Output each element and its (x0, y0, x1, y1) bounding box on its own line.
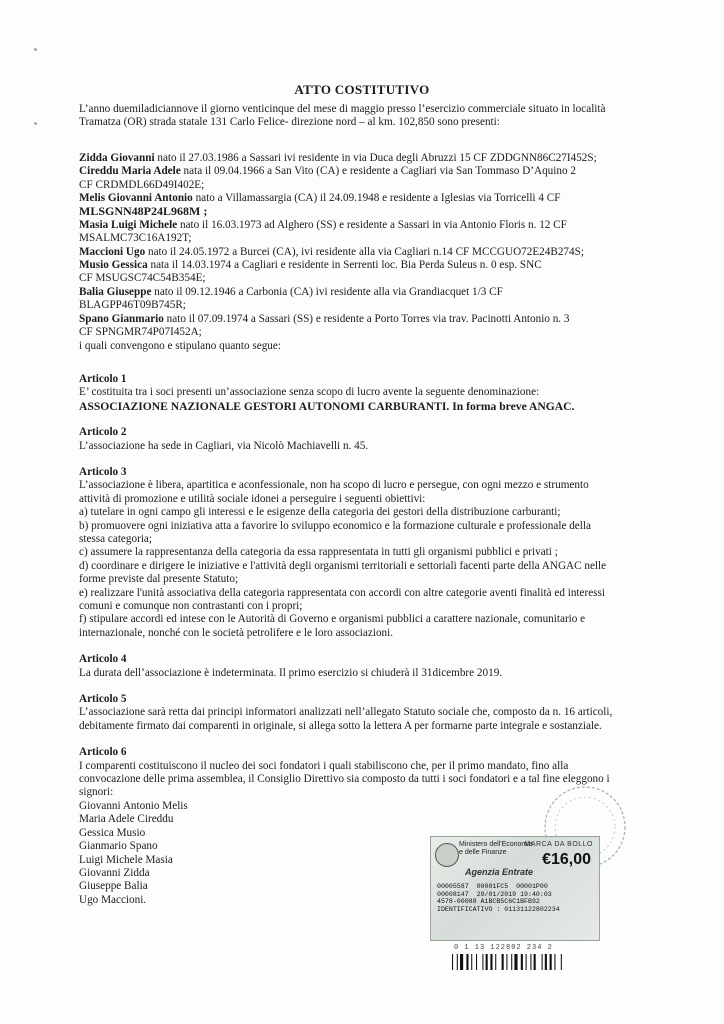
signatory-name: Gianmario Spano (79, 840, 158, 853)
member-name: Balia Giuseppe (79, 285, 152, 298)
article-text: convocazione delle prima assemblea, il Consiglio Direttivo sia composto da tutti i soci fondatori e a tal fine eleggono i (79, 773, 610, 786)
member-name: Maccioni Ugo (79, 245, 146, 258)
margin-mark (34, 122, 37, 125)
article-text: stessa categoria; (79, 532, 152, 545)
signatory-name: Maria Adele Cireddu (79, 813, 174, 826)
member-details-cont: CF MSUGSC74C54B354E; (79, 272, 206, 285)
member-name: Zidda Giovanni (79, 151, 155, 164)
article-text: d) coordinare e dirigere le iniziative e l'attività degli organismi territoriali e settoriali facenti parte della ANGAC nelle (79, 559, 607, 572)
republic-emblem-icon (435, 843, 459, 867)
margin-mark (34, 48, 37, 51)
stamp-amount: €16,00 (542, 851, 591, 868)
article-text: I comparenti costituiscono il nucleo dei soci fondatori i quali stabiliscono che, per il primo mandato, fino alla (79, 759, 569, 772)
member-entry (79, 165, 679, 178)
members-list (79, 152, 679, 353)
document-title: ATTO COSTITUTIVO (294, 82, 430, 97)
signatory-name: Ugo Maccioni. (79, 893, 147, 906)
member-entry (79, 259, 679, 272)
stamp-barcode-number: 0 1 13 122802 234 2 (454, 944, 553, 952)
article-text: La durata dell’associazione è indeterminata. Il primo esercizio si chiuderà il 31dicembre 2019. (79, 666, 503, 679)
article-heading: Articolo 1 (79, 372, 127, 385)
agreement-line: i quali convengono e stipulano quanto segue: (79, 339, 281, 352)
association-name: ASSOCIAZIONE NAZIONALE GESTORI AUTONOMI CARBURANTI. In forma breve ANGAC. (79, 399, 575, 413)
member-name: Spano Gianmario (79, 312, 164, 325)
article-text: L’associazione è libera, apartitica e aconfessionale, non ha scopo di lucro e persegue, con ogni mezzo e strumento (79, 479, 589, 492)
article-text: e) realizzare l'unità associativa della categoria rappresentata con accordi con altre categorie aventi finalità ed interessi (79, 586, 605, 599)
article-text: comuni e comunque non contrastanti con i propri; (79, 600, 303, 612)
signatory-name: Giuseppe Balia (79, 880, 148, 893)
member-details-cont: CF CRDMDL66D49I402E; (79, 178, 205, 191)
article-heading: Articolo 3 (79, 465, 127, 478)
article-text: c) assumere la rappresentanza della categoria da essa rappresentata in tutti gli organismi pubblici e privati ; (79, 546, 558, 559)
member-details-cont: CF SPNGMR74P07I452A; (79, 326, 202, 339)
member-details: nato il 07.09.1974 a Sassari (SS) e residente a Porto Torres via trav. Pacinotti Antonio n. 3 (163, 312, 570, 325)
signatory-name: Giovanni Antonio Melis (79, 799, 188, 812)
member-details: nata il 09.04.1966 a San Vito (CA) e residente a Cagliari via San Tommaso D’Aquino 2 (180, 165, 576, 178)
member-entry (79, 246, 679, 259)
article-text: signori: (79, 786, 114, 799)
article-text: attività di promozione e utilità sociale idonei a perseguire i seguenti obiettivi: (79, 492, 426, 505)
member-entry (79, 286, 679, 299)
intro-line: Tramatza (OR) strada statale 131 Carlo Felice- direzione nord – al km. 102,850 sono presenti: (79, 116, 500, 129)
article-text: E’ costituita tra i soci presenti un’associazione senza scopo di lucro avente la seguente denominazione: (79, 386, 540, 399)
signatory-name: Giovanni Zidda (79, 866, 150, 879)
article-heading: Articolo 2 (79, 426, 127, 439)
article-heading: Articolo 4 (79, 653, 127, 666)
signatory-name: Gessica Musio (79, 826, 146, 839)
member-details: nato il 16.03.1973 ad Alghero (SS) e residente a Sassari in via Antonio Floris n. 12 CF (177, 218, 567, 231)
member-details: nato il 27.03.1986 a Sassari ivi residente in via Duca degli Abruzzi 15 CF ZDDGNN86C27I452S; (154, 151, 597, 164)
article-text: L’associazione sarà retta dai principi informatori analizzati nell’allegato Statuto sociale che, composto da n. 16 articoli, (79, 706, 613, 719)
revenue-stamp (430, 836, 600, 941)
article-text: internazionale, nonché con le società petrolifere e le loro associazioni. (79, 626, 394, 639)
member-name: Cireddu Maria Adele (79, 165, 181, 178)
member-name: Musio Gessica (79, 259, 148, 272)
member-name: Melis Giovanni Antonio (79, 192, 193, 205)
intro-line: L’anno duemiladiciannove il giorno venticinque del mese di maggio presso l’esercizio commerciale situato in località (79, 103, 606, 115)
member-details: nato il 24.05.1972 a Burcei (CA), ivi residente alla via Cagliari n.14 CF MCCGUO72E24B274S; (145, 245, 584, 258)
member-entry (79, 192, 679, 205)
article-heading: Articolo 5 (79, 693, 127, 706)
member-details: nato il 09.12.1946 a Carbonia (CA) ivi residente alla via Grandiacquet 1/3 CF (151, 285, 503, 298)
barcode-icon (452, 954, 602, 970)
article-text: debitamente firmato dai comparenti in originale, si allega sotto la lettera A per formarne parte integrale e sostanziale. (79, 719, 602, 732)
member-name: Masia Luigi Michele (79, 218, 178, 231)
member-details-cont: BLAGPP46T09B745R; (79, 299, 186, 312)
article-text: a) tutelare in ogni campo gli interessi e le esigenze della categoria dei gestori della distribuzione carburanti; (79, 506, 561, 519)
article-heading: Articolo 6 (79, 746, 127, 759)
member-entry (79, 152, 679, 165)
stamp-ministry: Ministero dell'Economia e delle Finanze (459, 841, 533, 856)
member-details-cont: MSALMC73C16A192T; (79, 232, 192, 245)
signatory-name: Luigi Michele Masia (79, 853, 173, 866)
stamp-codes: 00005587 00001FC5 00001P00 00008147 29/01/2019 19:40:03 4578-00088 A1BCB5C6C1BFB92 IDENTIFICATIVO : 01131122802234 (437, 883, 560, 913)
article-text: f) stipulare accordi ed intese con le Autorità di Governo e organismi pubblici a carattere nazionale, comunitario e (79, 613, 586, 626)
member-details-cont: MLSGNN48P24L968M ; (79, 204, 208, 219)
stamp-marca-label: MARCA DA BOLLO (524, 841, 593, 848)
stamp-agency: Agenzia Entrate (465, 867, 534, 877)
member-details: nato a Villamassargia (CA) il 24.09.1948 e residente a Iglesias via Torricelli 4 CF (192, 192, 561, 205)
article-text: b) promuovere ogni iniziativa atta a favorire lo sviluppo economico e la formazione culturale e professionale della (79, 519, 591, 532)
member-details: nata il 14.03.1974 a Cagliari e residente in Serrenti loc. Bia Perda Suleus n. 0 esp. SNC (147, 259, 542, 272)
member-entry (79, 313, 679, 326)
article-text: L’associazione ha sede in Cagliari, via Nicolò Machiavelli n. 45. (79, 439, 369, 452)
member-entry (79, 219, 679, 232)
article-text: forme previste dal presente Statuto; (79, 573, 239, 586)
